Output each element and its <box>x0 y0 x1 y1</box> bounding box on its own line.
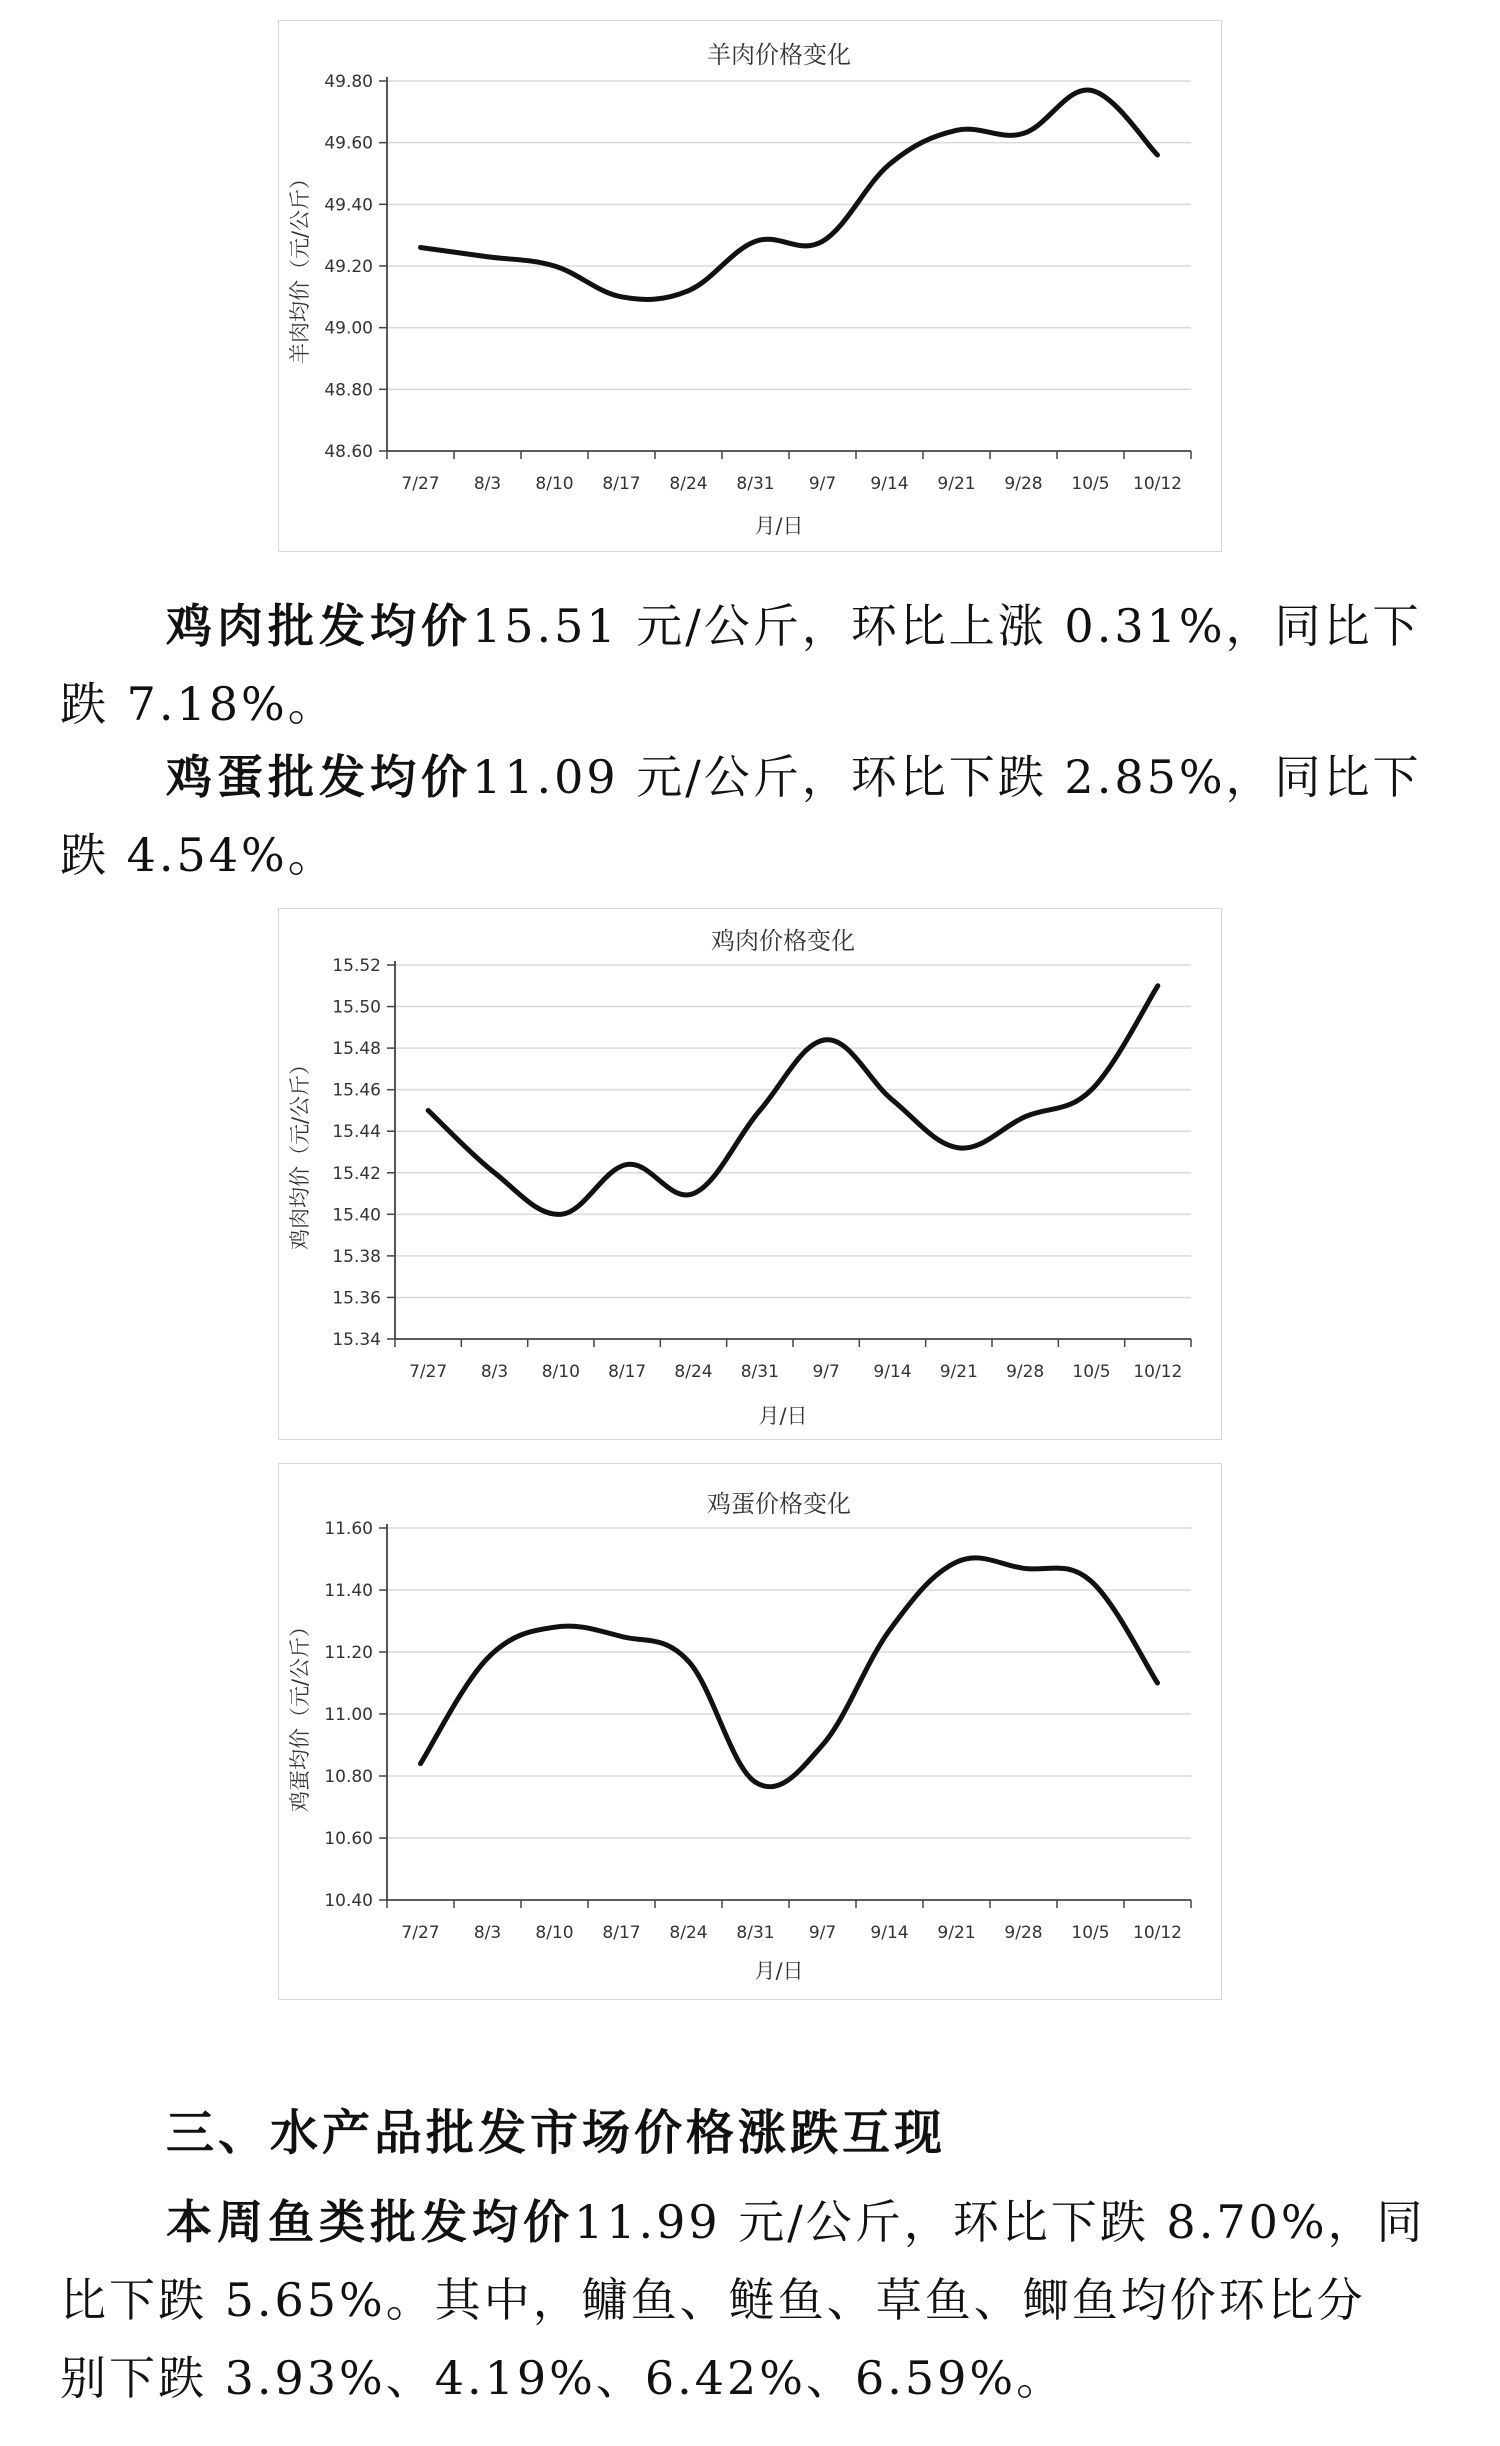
series-line <box>428 986 1158 1215</box>
fish-text-line1: 11.99 元/公斤，环比下跌 8.70%，同 <box>574 2195 1426 2249</box>
y-tick-label: 10.80 <box>324 1767 373 1787</box>
y-tick-label: 49.40 <box>324 195 373 216</box>
y-tick-label: 49.00 <box>324 318 373 339</box>
x-tick-label: 9/28 <box>1004 474 1043 494</box>
x-tick-label: 10/12 <box>1133 474 1182 494</box>
x-tick-label: 8/3 <box>480 1362 509 1382</box>
fish-text-line2: 比下跌 5.65%。其中，鳙鱼、鲢鱼、草鱼、鲫鱼均价环比分 <box>60 2273 1366 2327</box>
x-tick-label: 8/17 <box>602 1923 641 1943</box>
series-line <box>421 1558 1158 1787</box>
x-tick-label: 10/5 <box>1071 474 1110 494</box>
chicken-lead: 鸡肉批发均价 <box>166 599 472 653</box>
x-tick-label: 8/3 <box>473 474 502 494</box>
y-tick-label: 10.60 <box>324 1829 373 1849</box>
x-tick-label: 7/27 <box>401 1923 440 1943</box>
egg-text-line1: 11.09 元/公斤，环比下跌 2.85%，同比下 <box>472 750 1422 804</box>
x-tick-label: 8/17 <box>608 1362 647 1382</box>
x-tick-label: 8/10 <box>541 1362 580 1382</box>
x-tick-label: 9/14 <box>870 474 909 494</box>
egg-lead: 鸡蛋批发均价 <box>166 750 472 804</box>
x-tick-label: 8/31 <box>740 1362 779 1382</box>
y-tick-label: 15.42 <box>332 1163 381 1184</box>
y-axis-label: 鸡肉均价（元/公斤） <box>288 1053 312 1251</box>
x-tick-label: 9/28 <box>1004 1923 1043 1943</box>
x-tick-label: 10/12 <box>1133 1362 1183 1382</box>
y-tick-label: 15.52 <box>332 956 381 976</box>
y-tick-label: 49.20 <box>324 257 373 277</box>
chicken-chart-svg <box>279 909 1223 1441</box>
x-axis-label: 月/日 <box>754 1959 804 1983</box>
x-tick-label: 10/12 <box>1133 1923 1182 1943</box>
y-tick-label: 15.40 <box>332 1205 381 1226</box>
mutton-chart-svg <box>279 21 1223 553</box>
fish-lead: 本周鱼类批发均价 <box>166 2195 574 2249</box>
y-tick-label: 15.50 <box>332 997 381 1018</box>
y-tick-label: 15.46 <box>332 1080 381 1101</box>
x-axis-label: 月/日 <box>758 1404 808 1428</box>
egg-price-chart <box>278 1463 1222 2000</box>
x-tick-label: 9/14 <box>870 1923 909 1943</box>
y-axis-label: 鸡蛋均价（元/公斤） <box>288 1615 312 1813</box>
egg-price-paragraph <box>60 738 1450 894</box>
y-tick-label: 15.48 <box>332 1039 381 1060</box>
series-line <box>421 90 1158 299</box>
chicken-text-line2: 跌 7.18%。 <box>60 677 337 731</box>
x-tick-label: 9/28 <box>1006 1362 1045 1382</box>
x-tick-label: 9/21 <box>937 474 976 494</box>
y-tick-label: 15.38 <box>332 1246 381 1267</box>
y-tick-label: 15.34 <box>332 1330 381 1350</box>
y-tick-label: 11.40 <box>324 1581 373 1601</box>
x-tick-label: 8/10 <box>535 474 574 494</box>
egg-text-line2: 跌 4.54%。 <box>60 828 337 882</box>
x-tick-label: 9/7 <box>812 1362 840 1382</box>
x-tick-label: 8/24 <box>674 1362 713 1382</box>
y-tick-label: 15.44 <box>332 1122 381 1143</box>
x-tick-label: 8/24 <box>669 474 708 494</box>
chart-title: 鸡肉价格变化 <box>711 927 855 955</box>
y-tick-label: 11.60 <box>324 1519 373 1539</box>
chicken-text-line1: 15.51 元/公斤，环比上涨 0.31%，同比下 <box>472 599 1422 653</box>
chart-title: 羊肉价格变化 <box>707 41 851 69</box>
x-tick-label: 10/5 <box>1071 1923 1110 1943</box>
x-axis-label: 月/日 <box>754 514 804 538</box>
fish-price-paragraph <box>60 2183 1450 2417</box>
y-tick-label: 15.36 <box>332 1288 381 1309</box>
y-tick-label: 11.20 <box>324 1643 373 1663</box>
x-tick-label: 9/21 <box>939 1362 978 1382</box>
chicken-price-paragraph <box>60 587 1450 743</box>
y-tick-label: 48.60 <box>324 442 373 462</box>
x-tick-label: 8/31 <box>736 1923 775 1943</box>
y-axis-label: 羊肉均价（元/公斤） <box>288 167 312 365</box>
y-tick-label: 48.80 <box>324 380 373 401</box>
x-tick-label: 9/7 <box>808 474 837 494</box>
x-tick-label: 7/27 <box>409 1362 448 1382</box>
x-tick-label: 8/31 <box>736 474 775 494</box>
y-tick-label: 49.80 <box>324 72 373 92</box>
x-tick-label: 10/5 <box>1072 1362 1111 1382</box>
chart-title: 鸡蛋价格变化 <box>707 1490 851 1518</box>
fish-text-line3: 别下跌 3.93%、4.19%、6.42%、6.59%。 <box>60 2351 1066 2405</box>
x-tick-label: 8/24 <box>669 1923 708 1943</box>
x-tick-label: 9/21 <box>937 1923 976 1943</box>
x-tick-label: 8/10 <box>535 1923 574 1943</box>
x-tick-label: 9/14 <box>873 1362 912 1382</box>
x-tick-label: 9/7 <box>808 1923 837 1943</box>
x-tick-label: 8/3 <box>473 1923 502 1943</box>
section-heading: 三、水产品批发市场价格涨跌互现 <box>166 2105 947 2161</box>
mutton-price-chart <box>278 20 1222 552</box>
egg-chart-svg <box>279 1464 1223 2001</box>
x-tick-label: 7/27 <box>401 474 440 494</box>
chicken-price-chart <box>278 908 1222 1440</box>
y-tick-label: 49.60 <box>324 133 373 154</box>
y-tick-label: 10.40 <box>324 1891 373 1911</box>
x-tick-label: 8/17 <box>602 474 641 494</box>
y-tick-label: 11.00 <box>324 1705 373 1725</box>
